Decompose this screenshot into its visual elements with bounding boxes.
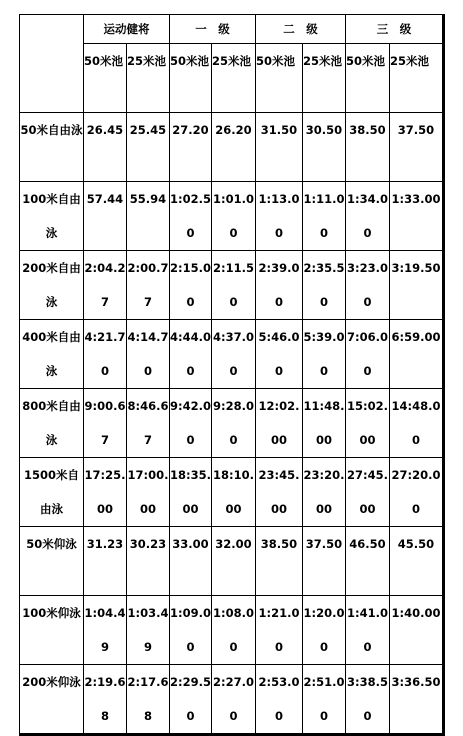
table-row [20,458,444,527]
time-cell: 5:39.00 [303,320,346,389]
time-cell: 23:20.00 [303,458,346,527]
event-name-cell: 400米自由泳 [20,320,84,389]
time-cell: 23:45.00 [256,458,303,527]
time-cell: 1:11.00 [303,182,346,251]
pool-header: 25米池 [212,44,256,113]
time-cell: 1:01.00 [212,182,256,251]
header-row-pools [20,44,444,113]
time-cell: 2:11.50 [212,251,256,320]
time-cell: 27:45.00 [346,458,390,527]
time-cell: 9:28.00 [212,389,256,458]
time-cell: 2:53.00 [256,665,303,735]
time-cell: 2:04.27 [84,251,127,320]
time-cell: 33.00 [170,527,212,596]
time-cell: 12:02.00 [256,389,303,458]
time-cell: 2:17.68 [127,665,170,735]
time-cell: 15:02.00 [346,389,390,458]
time-cell: 2:51.00 [303,665,346,735]
time-cell: 38.50 [346,113,390,182]
time-cell: 5:46.00 [256,320,303,389]
time-cell: 38.50 [256,527,303,596]
time-cell: 1:02.50 [170,182,212,251]
table-row [20,389,444,458]
time-cell: 2:29.50 [170,665,212,735]
time-cell: 31.50 [256,113,303,182]
time-cell: 9:42.00 [170,389,212,458]
time-cell: 1:41.00 [346,596,390,665]
time-cell: 2:27.00 [212,665,256,735]
time-cell: 17:00.00 [127,458,170,527]
event-name-cell: 1500米自由泳 [20,458,84,527]
time-cell: 17:25.00 [84,458,127,527]
time-cell: 1:08.00 [212,596,256,665]
table-row [20,320,444,389]
table-row [20,182,444,251]
time-cell: 11:48.00 [303,389,346,458]
time-cell: 26.20 [212,113,256,182]
corner-cell [20,15,84,113]
time-cell: 1:40.00 [390,596,444,665]
time-cell: 4:21.70 [84,320,127,389]
time-cell: 45.50 [390,527,444,596]
level-header-third: 三 级 [346,15,444,44]
time-cell: 4:14.70 [127,320,170,389]
time-cell: 1:04.49 [84,596,127,665]
standards-table-wrapper [19,14,445,736]
table-row [20,113,444,182]
event-name-cell: 100米仰泳 [20,596,84,665]
table-row [20,251,444,320]
time-cell: 2:15.00 [170,251,212,320]
event-name-cell: 200米仰泳 [20,665,84,735]
time-cell: 4:37.00 [212,320,256,389]
time-cell: 18:35.00 [170,458,212,527]
event-name-cell: 50米仰泳 [20,527,84,596]
table-row [20,665,444,735]
time-cell: 7:06.00 [346,320,390,389]
time-cell: 46.50 [346,527,390,596]
time-cell: 3:19.50 [390,251,444,320]
pool-header: 25米池 [303,44,346,113]
time-cell: 37.50 [390,113,444,182]
time-cell: 4:44.00 [170,320,212,389]
pool-header: 50米池 [346,44,390,113]
pool-header: 50米池 [256,44,303,113]
time-cell: 8:46.67 [127,389,170,458]
time-cell: 6:59.00 [390,320,444,389]
swimming-standards-table [19,14,445,736]
time-cell: 14:48.00 [390,389,444,458]
event-name-cell: 800米自由泳 [20,389,84,458]
time-cell: 30.23 [127,527,170,596]
time-cell: 2:00.77 [127,251,170,320]
time-cell: 31.23 [84,527,127,596]
event-name-cell: 50米自由泳 [20,113,84,182]
time-cell: 30.50 [303,113,346,182]
time-cell: 27.20 [170,113,212,182]
time-cell: 18:10.00 [212,458,256,527]
time-cell: 9:00.67 [84,389,127,458]
header-row-levels [20,15,444,44]
level-header-second: 二 级 [256,15,346,44]
time-cell: 1:03.49 [127,596,170,665]
time-cell: 1:20.00 [303,596,346,665]
time-cell: 3:38.50 [346,665,390,735]
time-cell: 1:33.00 [390,182,444,251]
time-cell: 2:39.00 [256,251,303,320]
time-cell: 26.45 [84,113,127,182]
pool-header: 50米池 [84,44,127,113]
time-cell: 2:19.68 [84,665,127,735]
time-cell: 25.45 [127,113,170,182]
pool-header: 25米池 [127,44,170,113]
pool-header: 50米池 [170,44,212,113]
time-cell: 57.44 [84,182,127,251]
time-cell: 1:13.00 [256,182,303,251]
event-name-cell: 200米自由泳 [20,251,84,320]
time-cell: 37.50 [303,527,346,596]
time-cell: 3:23.00 [346,251,390,320]
level-header-first: 一 级 [170,15,256,44]
time-cell: 1:09.00 [170,596,212,665]
time-cell: 2:35.50 [303,251,346,320]
time-cell: 32.00 [212,527,256,596]
table-row [20,527,444,596]
time-cell: 1:21.00 [256,596,303,665]
table-row [20,596,444,665]
event-name-cell: 100米自由泳 [20,182,84,251]
time-cell: 27:20.00 [390,458,444,527]
pool-header: 25米池 [390,44,444,113]
time-cell: 1:34.00 [346,182,390,251]
time-cell: 3:36.50 [390,665,444,735]
table-body [20,15,444,735]
time-cell: 55.94 [127,182,170,251]
level-header-master: 运动健将 [84,15,170,44]
